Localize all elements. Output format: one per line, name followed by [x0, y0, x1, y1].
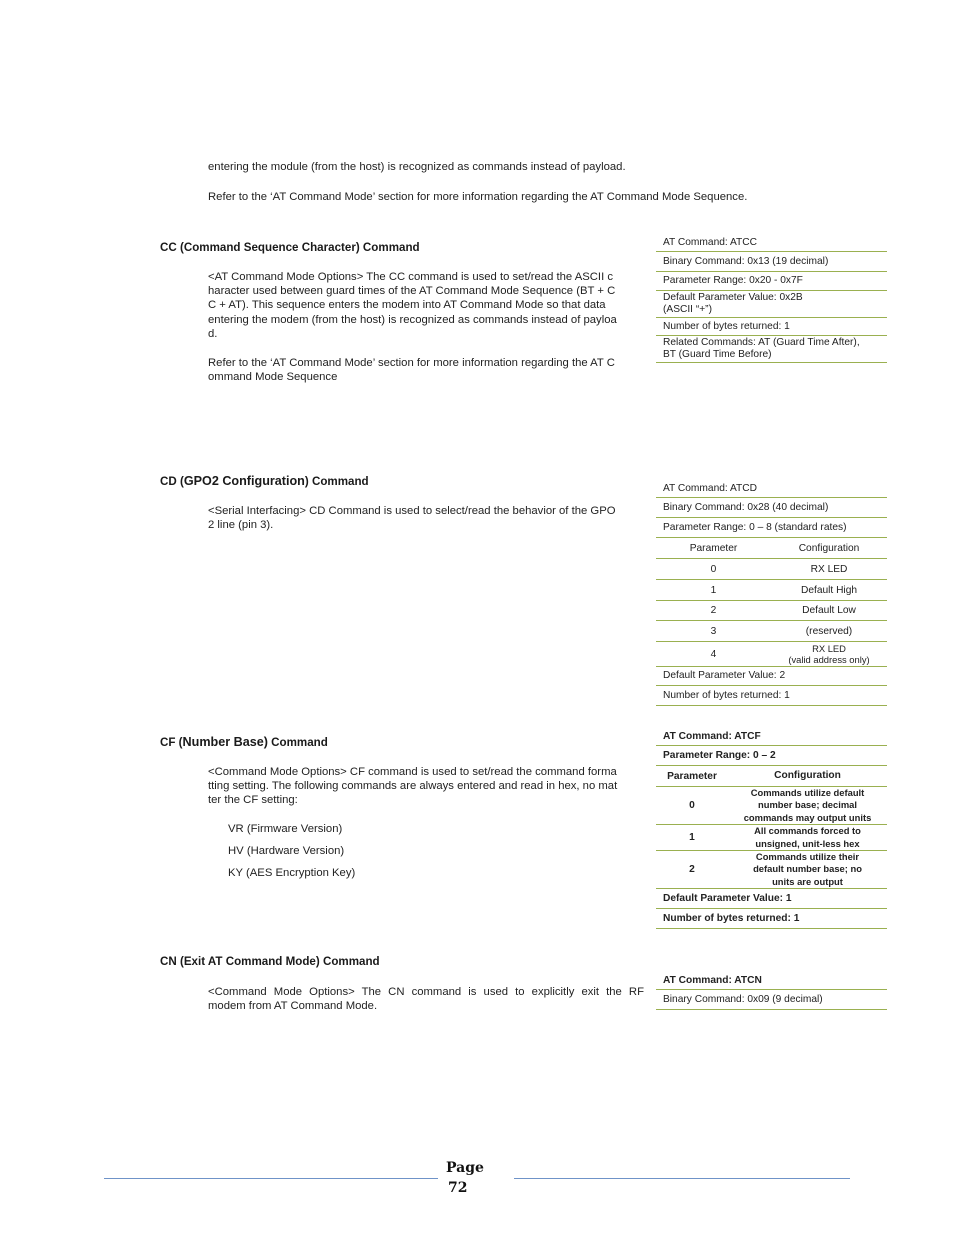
table-row: 0 Commands utilize default number base; decimal commands may output units — [656, 787, 887, 825]
intro-line-1: entering the module (from the host) is recognized as commands instead of payload. — [208, 161, 626, 173]
table-row: AT Command: ATCN — [656, 973, 887, 990]
cc-desc-line: haracter used between guard times of the AT Command Mode Sequence (BT + C — [208, 285, 616, 298]
cf-desc-line: <Command Mode Options> CF command is used to set/read the command forma — [208, 766, 617, 778]
cc-info-table — [656, 234, 887, 363]
cd-desc-line: 2 line (pin 3). — [208, 519, 274, 532]
table-row: Number of bytes returned: 1 — [656, 686, 887, 706]
table-row: Parameter Range: 0 – 8 (standard rates) — [656, 518, 887, 538]
footer-rule-left — [104, 1178, 438, 1179]
cc-refer-line: Refer to the ‘AT Command Mode’ section for more information regarding the AT C — [208, 357, 615, 369]
cn-info-table — [656, 973, 887, 1010]
table-row: Binary Command: 0x13 (19 decimal) — [656, 252, 887, 272]
table-row: 0 RX LED — [656, 559, 887, 580]
table-row: 2 Commands utilize their default number base; no units are output — [656, 851, 887, 889]
cf-command-list — [228, 818, 355, 884]
list-item: KY (AES Encryption Key) — [228, 867, 356, 879]
cf-description — [208, 765, 644, 808]
cf-heading: CF (Number Base) Command — [160, 735, 328, 749]
table-row: Default Parameter Value: 2 — [656, 667, 887, 686]
page-number: 72 — [448, 1180, 468, 1196]
cf-info-table — [656, 729, 887, 929]
list-item: VR (Firmware Version) — [228, 823, 343, 835]
page-word: Page — [446, 1160, 484, 1176]
cd-info-table — [656, 481, 887, 706]
cc-desc-line: entering the modem (from the host) is recognized as commands instead of payloa — [208, 313, 617, 326]
cf-desc-line: tting setting. The following commands are always entered and read in hex, no mat — [208, 780, 618, 793]
table-row: Parameter Range: 0x20 - 0x7F — [656, 272, 887, 291]
cd-desc-line: <Serial Interfacing> CD Command is used to select/read the behavior of the GPO — [208, 505, 616, 517]
table-row: AT Command: ATCF — [656, 729, 887, 746]
cn-heading: CN (Exit AT Command Mode) Command — [160, 955, 380, 968]
cf-desc-line: ter the CF setting: — [208, 794, 298, 807]
cc-refer-line: ommand Mode Sequence — [208, 371, 338, 384]
table-row: 1 Default High — [656, 580, 887, 601]
cn-desc-line: <Command Mode Options> The CN command is used to explicitly exit the RF — [208, 986, 644, 998]
cd-heading: CD (GPO2 Configuration) Command — [160, 474, 369, 488]
table-row: 1 All commands forced to unsigned, unit-less hex — [656, 825, 887, 851]
cc-refer — [208, 356, 644, 384]
footer-rule-right — [514, 1178, 850, 1179]
cc-heading: CC (Command Sequence Character) Command — [160, 241, 420, 254]
cd-description — [208, 504, 644, 532]
table-row: 2 Default Low — [656, 601, 887, 621]
table-row: Binary Command: 0x09 (9 decimal) — [656, 990, 887, 1010]
cn-desc-line: modem from AT Command Mode. — [208, 1000, 378, 1013]
table-row: Number of bytes returned: 1 — [656, 909, 887, 929]
table-row: AT Command: ATCC — [656, 234, 887, 252]
table-row: Default Parameter Value: 0x2B (ASCII “+”) — [656, 291, 887, 318]
table-row: Binary Command: 0x28 (40 decimal) — [656, 498, 887, 518]
table-row: Related Commands: AT (Guard Time After), BT (Guard Time Before) — [656, 336, 887, 363]
table-header-row: Parameter Configuration — [656, 538, 887, 559]
cc-desc-line: <AT Command Mode Options> The CC command is used to set/read the ASCII c — [208, 271, 613, 283]
cn-description — [208, 985, 644, 1013]
table-row: AT Command: ATCD — [656, 481, 887, 498]
table-row: Parameter Range: 0 – 2 — [656, 746, 887, 766]
table-row: 3 (reserved) — [656, 621, 887, 642]
table-header-row: Parameter Configuration — [656, 766, 887, 787]
list-item: HV (Hardware Version) — [228, 845, 345, 857]
intro-line-2: Refer to the ‘AT Command Mode’ section for more information regarding the AT Command Mode Sequence. — [208, 191, 748, 203]
table-row: Default Parameter Value: 1 — [656, 889, 887, 909]
table-row: 4 RX LED (valid address only) — [656, 642, 887, 667]
cc-desc-line: C + AT). This sequence enters the modem into AT Command Mode so that data — [208, 299, 606, 312]
table-row: Number of bytes returned: 1 — [656, 318, 887, 336]
cc-description — [208, 270, 644, 341]
cc-desc-line: d. — [208, 327, 218, 340]
